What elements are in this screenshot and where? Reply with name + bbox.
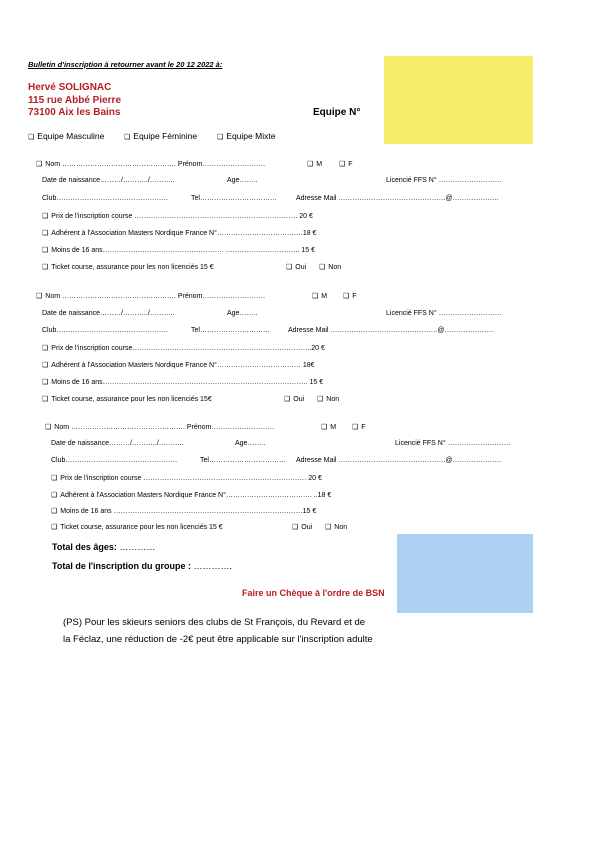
checkbox-icon[interactable]: ❑ bbox=[217, 134, 224, 141]
member3-tel[interactable]: Tel…………………………… bbox=[200, 457, 286, 464]
option-label: Equipe Féminine bbox=[133, 131, 198, 141]
member2-age[interactable]: Age…….. bbox=[227, 310, 258, 317]
member2-sex-f[interactable] bbox=[343, 292, 357, 300]
name-field[interactable]: Nom …………………………………………. Prénom……………………… bbox=[54, 424, 275, 431]
member1-prix[interactable] bbox=[42, 212, 313, 220]
oui-label: Oui bbox=[301, 524, 313, 531]
member1-birthdate[interactable]: Date de naissance………/………../……….. bbox=[42, 177, 175, 184]
checkbox-icon[interactable]: ❑ bbox=[292, 524, 299, 531]
checkbox-icon[interactable]: ❑ bbox=[42, 362, 49, 369]
checkbox-icon[interactable]: ❑ bbox=[51, 475, 58, 482]
fee-label: Ticket course, assurance pour les non licenciés 15 € bbox=[51, 264, 214, 271]
member1-adherent[interactable] bbox=[42, 229, 316, 237]
address-name: Hervé SOLIGNAC bbox=[28, 82, 112, 93]
total-group-field[interactable]: …………. bbox=[193, 561, 232, 571]
member3-name-row[interactable] bbox=[45, 423, 274, 431]
member3-sex-f[interactable] bbox=[352, 423, 366, 431]
member1-sex-m[interactable] bbox=[307, 160, 322, 168]
checkbox-icon[interactable]: ❑ bbox=[312, 293, 319, 300]
oui-label: Oui bbox=[293, 396, 305, 403]
fee-label: Prix de l'inscription course…………………………………………………………………..20 € bbox=[51, 345, 325, 352]
checkbox-icon[interactable]: ❑ bbox=[319, 264, 326, 271]
checkbox-icon[interactable]: ❑ bbox=[317, 396, 324, 403]
checkbox-icon[interactable]: ❑ bbox=[36, 293, 43, 300]
member3-ticket[interactable] bbox=[51, 523, 223, 531]
fee-label: Adhérent à l'Association Masters Nordique France N°………………………………. ..18 € bbox=[60, 492, 332, 499]
member2-tel[interactable]: Tel………………………… bbox=[191, 327, 270, 334]
member3-age[interactable]: Age…….. bbox=[235, 440, 266, 447]
fee-label: Ticket course, assurance pour les non licenciés 15 € bbox=[60, 524, 223, 531]
member1-age[interactable]: Age…….. bbox=[227, 177, 258, 184]
member1-mail[interactable]: Adresse Mail ……………………………………….@……………….. bbox=[296, 195, 499, 202]
equipe-number-label: Equipe N° bbox=[313, 107, 361, 118]
fee-label: Adhérent à l'Association Masters Nordique France N°……………………………….18 € bbox=[51, 230, 317, 237]
address-street: 115 rue Abbé Pierre bbox=[28, 95, 122, 106]
fee-label: Prix de l'inscription course ……………………………………………………………. 20 € bbox=[60, 475, 322, 482]
non-label: Non bbox=[328, 264, 342, 271]
checkbox-icon[interactable]: ❑ bbox=[286, 264, 293, 271]
checkbox-icon[interactable]: ❑ bbox=[36, 161, 43, 168]
checkbox-icon[interactable]: ❑ bbox=[51, 508, 58, 515]
checkbox-icon[interactable]: ❑ bbox=[343, 293, 350, 300]
checkbox-icon[interactable]: ❑ bbox=[42, 396, 49, 403]
option-label: Equipe Mixte bbox=[226, 131, 276, 141]
checkbox-icon[interactable]: ❑ bbox=[307, 161, 314, 168]
member1-ticket-oui[interactable] bbox=[286, 263, 306, 271]
checkbox-icon[interactable]: ❑ bbox=[42, 213, 49, 220]
checkbox-icon[interactable]: ❑ bbox=[28, 134, 35, 141]
member1-ticket-non[interactable] bbox=[319, 263, 341, 271]
checkbox-icon[interactable]: ❑ bbox=[339, 161, 346, 168]
member2-ticket-oui[interactable] bbox=[284, 395, 304, 403]
sex-label: F bbox=[352, 293, 357, 300]
member2-moins16[interactable] bbox=[42, 378, 323, 386]
team-mixte-option[interactable] bbox=[217, 131, 275, 141]
checkbox-icon[interactable]: ❑ bbox=[42, 379, 49, 386]
checkbox-icon[interactable]: ❑ bbox=[124, 134, 131, 141]
checkbox-icon[interactable]: ❑ bbox=[42, 247, 49, 254]
member2-ticket-non[interactable] bbox=[317, 395, 339, 403]
checkbox-icon[interactable]: ❑ bbox=[45, 424, 52, 431]
member2-mail[interactable]: Adresse Mail ……………………………………….@………………… bbox=[288, 327, 494, 334]
name-field[interactable]: Nom …………………………………………. Prénom……………………… bbox=[45, 161, 266, 168]
checkbox-icon[interactable]: ❑ bbox=[51, 492, 58, 499]
member2-ticket[interactable] bbox=[42, 395, 212, 403]
equipe-number-box[interactable] bbox=[384, 56, 533, 144]
non-label: Non bbox=[326, 396, 340, 403]
total-group[interactable] bbox=[52, 561, 232, 571]
checkbox-icon[interactable]: ❑ bbox=[284, 396, 291, 403]
checkbox-icon[interactable]: ❑ bbox=[352, 424, 359, 431]
member2-licence[interactable]: Licencié FFS N° ……………………… bbox=[386, 310, 502, 317]
total-ages-label: Total des âges: bbox=[52, 542, 117, 552]
sex-label: M bbox=[330, 424, 337, 431]
member2-name-row[interactable] bbox=[36, 292, 265, 300]
member3-sex-m[interactable] bbox=[321, 423, 336, 431]
fee-label: Prix de l'inscription course ……………………………………………………………. 20 € bbox=[51, 213, 313, 220]
member3-ticket-oui[interactable] bbox=[292, 523, 312, 531]
oui-label: Oui bbox=[295, 264, 307, 271]
fee-label: Adhérent à l'Association Masters Nordique France N°……………………………… 18€ bbox=[51, 362, 315, 369]
ps-line-1: (PS) Pour les skieurs seniors des clubs de St François, du Revard et de bbox=[63, 617, 366, 628]
name-field[interactable]: Nom …………………………………………. Prénom……………………… bbox=[45, 293, 266, 300]
checkbox-icon[interactable]: ❑ bbox=[325, 524, 332, 531]
member3-prix[interactable] bbox=[51, 474, 322, 482]
sex-label: F bbox=[348, 161, 353, 168]
total-ages-field[interactable]: ………… bbox=[119, 542, 156, 552]
member3-adherent[interactable] bbox=[51, 491, 331, 499]
member1-tel[interactable]: Tel…………………………… bbox=[191, 195, 277, 202]
member2-prix[interactable] bbox=[42, 344, 325, 352]
address-city: 73100 Aix les Bains bbox=[28, 107, 121, 118]
non-label: Non bbox=[334, 524, 348, 531]
member1-sex-f[interactable] bbox=[339, 160, 353, 168]
member3-mail[interactable]: Adresse Mail ……………………………………….@………………… bbox=[296, 457, 502, 464]
fee-label: Moins de 16 ans……………………………………………. ………………………….. 15 € bbox=[51, 247, 315, 254]
intro-text: Bulletin d'inscription à retourner avant le 20 12 2022 à: bbox=[28, 60, 223, 69]
fee-label: Ticket course, assurance pour les non licenciés 15€ bbox=[51, 396, 212, 403]
fee-label: Moins de 16 ans ………………………………………………………………………15 € bbox=[60, 508, 317, 515]
checkbox-icon[interactable]: ❑ bbox=[42, 264, 49, 271]
total-amount-box[interactable] bbox=[397, 534, 533, 613]
sex-label: M bbox=[316, 161, 323, 168]
member1-licence[interactable]: Licencié FFS N° ……………………… bbox=[386, 177, 502, 184]
sex-label: M bbox=[321, 293, 328, 300]
member1-name-row[interactable] bbox=[36, 160, 265, 168]
member3-moins16[interactable] bbox=[51, 507, 316, 515]
member2-adherent[interactable] bbox=[42, 361, 315, 369]
checkbox-icon[interactable]: ❑ bbox=[51, 524, 58, 531]
fee-label: Moins de 16 ans……………………………………………………………………………. 15 € bbox=[51, 379, 324, 386]
team-masculine-option[interactable] bbox=[28, 131, 104, 141]
total-group-label: Total de l'inscription du groupe : bbox=[52, 561, 191, 571]
option-label: Equipe Masculine bbox=[37, 131, 105, 141]
member2-sex-m[interactable] bbox=[312, 292, 327, 300]
checkbox-icon[interactable]: ❑ bbox=[42, 345, 49, 352]
team-feminine-option[interactable] bbox=[124, 131, 197, 141]
member1-ticket[interactable] bbox=[42, 263, 214, 271]
member3-club[interactable]: Club………………………………………… bbox=[51, 457, 178, 464]
member2-club[interactable]: Club………………………………………… bbox=[42, 327, 169, 334]
member2-birthdate[interactable]: Date de naissance………/………../……….. bbox=[42, 310, 175, 317]
member1-moins16[interactable] bbox=[42, 246, 315, 254]
member3-licence[interactable]: Licencié FFS N° ……………………… bbox=[395, 440, 511, 447]
sex-label: F bbox=[361, 424, 366, 431]
member3-birthdate[interactable]: Date de naissance………/………../……….. bbox=[51, 440, 184, 447]
checkbox-icon[interactable]: ❑ bbox=[321, 424, 328, 431]
member1-club[interactable]: Club………………………………………… bbox=[42, 195, 169, 202]
ps-line-2: la Féclaz, une réduction de -2€ peut être applicable sur l'inscription adulte bbox=[63, 634, 373, 645]
checkbox-icon[interactable]: ❑ bbox=[42, 230, 49, 237]
member3-ticket-non[interactable] bbox=[325, 523, 347, 531]
cheque-instruction: Faire un Chèque à l'ordre de BSN bbox=[242, 588, 385, 598]
total-ages[interactable] bbox=[52, 542, 155, 552]
